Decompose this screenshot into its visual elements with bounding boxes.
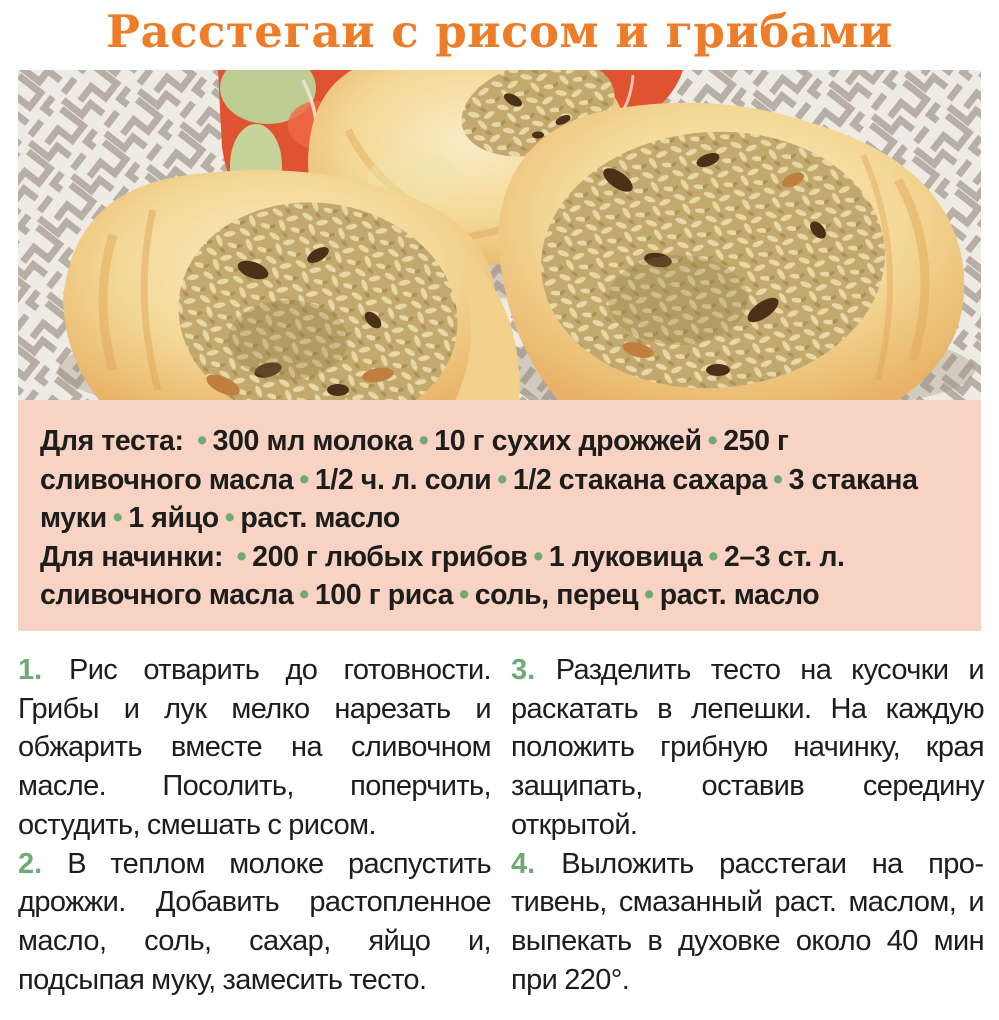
ingredient-item: 1/2 ч. л. соли: [314, 463, 492, 496]
bullet-icon: •: [459, 579, 469, 611]
ingredient-item: раст. масло: [240, 502, 400, 534]
step-number: 1.: [18, 654, 69, 686]
bullet-icon: •: [418, 425, 429, 457]
step-number: 3.: [511, 654, 556, 686]
bullet-icon: •: [224, 502, 235, 534]
bullet-icon: •: [197, 425, 207, 457]
ingredient-item: 250 г сливочного масла: [40, 425, 789, 496]
ingredient-group: [40, 538, 955, 615]
recipe-title: Расстегаи с рисом и грибами: [106, 5, 893, 58]
bullet-icon: •: [112, 502, 123, 534]
instruction-step: 4. Выложить расстегаи на противень, смазанный раст. маслом, и выпекать в духовке около 40 мин при 220°.: [511, 847, 984, 996]
ingredient-item: соль, перец: [474, 579, 639, 611]
ingredient-group-label: Для теста:: [40, 425, 192, 457]
ingredient-item: 200 г любых грибов: [252, 540, 528, 573]
instruction-step: 2. В теплом молоке распустить дрожжи. Добавить растопленное масло, соль, сахар, яйцо и, подсыпая муку, замесить тесто.: [18, 847, 491, 996]
ingredient-group-label: Для начинки:: [40, 540, 231, 573]
ingredient-item: 2–3 ст. л. сливочного масла: [40, 540, 845, 611]
ingredients-list: [40, 422, 955, 615]
instruction-step: 3. Разделить тесто на кусочки и раскатать в лепешки. На каждую положить грибную начинку, края защипать, оставив середину открытой.: [511, 654, 984, 841]
ingredient-item: 1 яйцо: [128, 502, 219, 534]
ingredient-item: 10 г сухих дрожжей: [434, 425, 702, 457]
ingredient-item: 1 луковица: [548, 540, 703, 573]
ingredient-item: 300 мл молока: [212, 425, 413, 457]
bullet-icon: •: [708, 540, 718, 573]
ingredient-item: 3 стакана муки: [40, 463, 918, 534]
steps-column: [511, 651, 984, 999]
bullet-icon: •: [533, 540, 543, 573]
ingredients-box: [18, 400, 981, 631]
instructions: [18, 651, 984, 999]
ingredient-item: раст. масло: [659, 579, 820, 611]
bullet-icon: •: [772, 463, 783, 496]
bullet-icon: •: [707, 425, 718, 457]
food-photo-illustration: [18, 70, 981, 400]
bullet-icon: •: [299, 463, 309, 496]
bullet-icon: •: [497, 463, 507, 496]
instruction-step: 1. Рис отварить до готовности. Грибы и лук мелко нарезать и обжарить вместе на сливочном масле. Посолить, поперчить, остудить, смешать с рисом.: [18, 654, 491, 841]
bullet-icon: •: [644, 579, 654, 611]
bullet-icon: •: [236, 540, 247, 573]
ingredient-group: [40, 422, 955, 538]
ingredient-item: 1/2 стакана сахара: [512, 463, 767, 496]
steps-column: [18, 651, 491, 999]
recipe-photo: [18, 70, 981, 400]
step-number: 4.: [511, 847, 562, 880]
bullet-icon: •: [299, 579, 309, 611]
step-number: 2.: [18, 847, 68, 880]
ingredient-item: 100 г риса: [314, 579, 454, 611]
